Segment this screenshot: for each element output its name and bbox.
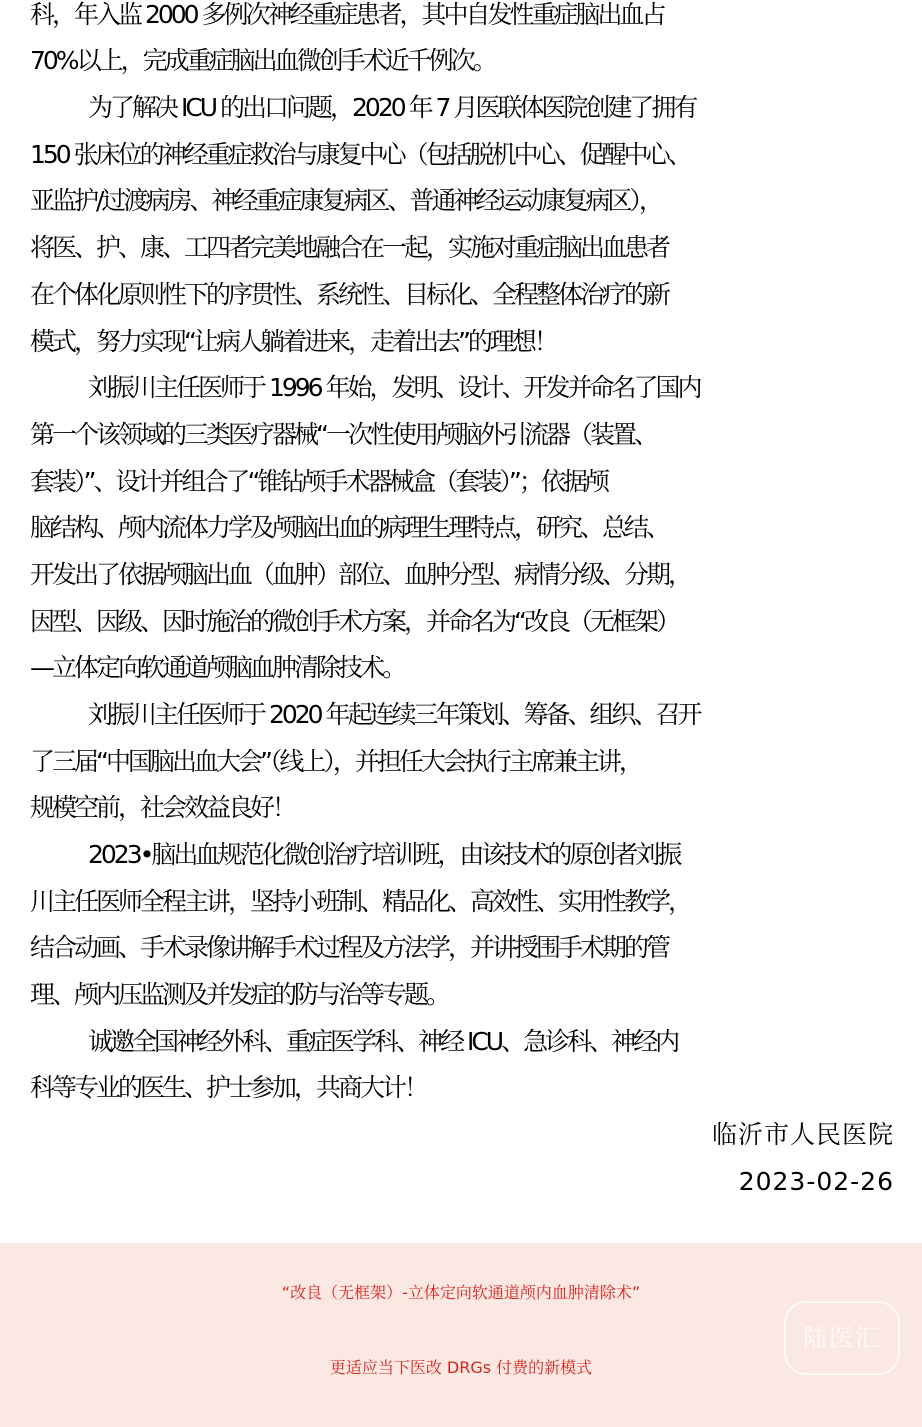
body-line: 第一个该领域的三类医疗器械“一次性使用颅脑外引流器（装置、	[30, 420, 656, 449]
body-line: —立体定向软通道颅脑血肿清除技术。	[30, 653, 405, 682]
body-line: 2023•脑出血规范化微创治疗培训班，由该技术的原创者刘振	[88, 840, 680, 869]
body-line: 川主任医师全程主讲，坚持小班制、精品化、高效性、实用性教学，	[30, 887, 691, 916]
body-line: 开发出了依据颅脑出血（血肿）部位、血肿分型、病情分级、分期，	[30, 560, 691, 589]
signature-date: 2023-02-26	[738, 1167, 894, 1196]
body-line: 刘振川主任医师于 1996 年始，发明、设计、开发并命名了国内	[88, 373, 700, 402]
body-line: 模式，努力实现“让病人躺着进来，走着出去”的理想！	[30, 327, 556, 356]
body-line: 150 张床位的神经重症救治与康复中心（包括脱机中心、促醒中心、	[30, 140, 690, 169]
promo-banner	[0, 1243, 922, 1427]
body-line: 规模空前，社会效益良好！	[30, 793, 295, 822]
banner-subheadline: 更适应当下医改 DRGs 付费的新模式	[329, 1358, 593, 1377]
body-line: 科，年入监 2000 多例次神经重症患者，其中自发性重症脑出血占	[30, 0, 664, 29]
body-line: 结合动画、手术录像讲解手术过程及方法学，并讲授围手术期的管	[30, 933, 669, 962]
body-line: 为了解决 ICU 的出口问题，2020 年 7 月医联体医院创建了拥有	[88, 93, 696, 122]
body-line: 诚邀全国神经外科、重症医学科、神经 ICU、急诊科、神经内	[88, 1027, 678, 1056]
watermark-logo: 陆医汇	[784, 1301, 900, 1375]
body-line: 理、颅内压监测及并发症的防与治等专题。	[30, 980, 449, 1009]
banner-headline: “改良（无框架）-立体定向软通道颅内血肿清除术”	[281, 1283, 641, 1302]
body-line: 在个体化原则性下的序贯性、系统性、目标化、全程整体治疗的新	[30, 280, 669, 309]
signature-hospital: 临沂市人民医院	[711, 1120, 894, 1149]
body-line: 70%以上，完成重症脑出血微创手术近千例次。	[30, 46, 495, 75]
body-line: 刘振川主任医师于 2020 年起连续三年策划、筹备、组织、召开	[88, 700, 700, 729]
body-line: 了三届“中国脑出血大会”（线上），并担任大会执行主席兼主讲，	[30, 747, 641, 776]
body-line: 因型、因级、因时施治的微创手术方案，并命名为“改良（无框架）	[30, 607, 678, 636]
body-line: 亚监护/过渡病房、神经重症康复病区、普通神经运动康复病区），	[30, 186, 661, 215]
body-line: 套装）”、设计并组合了“锥钻颅手术器械盒（套装）”；依据颅	[30, 467, 607, 496]
body-line: 脑结构、颅内流体力学及颅脑出血的病理生理特点，研究、总结、	[30, 513, 669, 542]
body-line: 科等专业的医生、护士参加，共商大计！	[30, 1073, 427, 1102]
body-line: 将医、护、康、工四者完美地融合在一起，实施对重症脑出血患者	[30, 233, 669, 262]
